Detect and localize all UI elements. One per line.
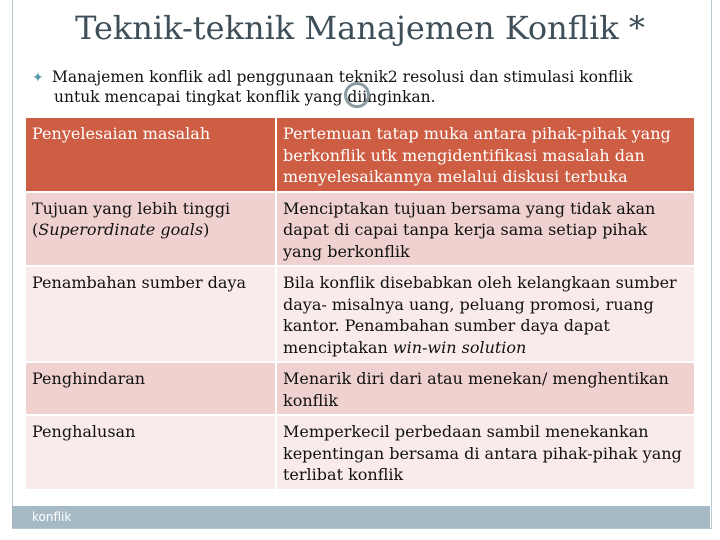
technique-name: Penghalusan	[25, 415, 276, 490]
technique-description	[276, 266, 695, 362]
paren-open: (	[32, 220, 39, 239]
technique-name	[25, 192, 276, 267]
technique-name-italic: Superordinate goals	[38, 220, 204, 239]
technique-name: Penghindaran	[25, 362, 276, 415]
footer-bar	[12, 506, 710, 528]
bullet-icon: ✦	[32, 70, 44, 86]
description-italic: win-win solution	[392, 337, 527, 357]
table-row	[25, 266, 695, 362]
technique-name: Penyelesaian masalah	[25, 117, 276, 192]
table-row	[25, 362, 695, 415]
bullet-text-line2: untuk mencapai tingkat konflik yang diinginkan.	[54, 88, 436, 106]
technique-description: Pertemuan tatap muka antara pihak-pihak yang berkonflik utk mengidentifikasi masalah dan menyelesaikannya melalui diskusi terbuka	[276, 117, 695, 192]
slide-title: Teknik-teknik Manajemen Konflik *	[75, 9, 645, 47]
table-row	[25, 415, 695, 490]
ring-ornament-icon	[344, 82, 370, 108]
footer-label: konflik	[32, 510, 72, 524]
table-row	[25, 117, 695, 192]
bullet-text-line1: Manajemen konflik adl penggunaan teknik2 resolusi dan stimulasi konflik	[52, 68, 633, 86]
conflict-techniques-table	[24, 116, 696, 491]
description-text: Bila konflik disebabkan oleh kelangkaan sumber daya- misalnya uang, peluang promosi, ruang kantor. Penambahan sumber daya dapat menciptakan	[283, 273, 677, 357]
technique-description: Menciptakan tujuan bersama yang tidak akan dapat di capai tanpa kerja sama setiap pihak yang berkonflik	[276, 192, 695, 267]
technique-name: Penambahan sumber daya	[25, 266, 276, 362]
table-row	[25, 192, 695, 267]
technique-description: Memperkecil perbedaan sambil menekankan kepentingan bersama di antara pihak-pihak yang terlibat konflik	[276, 415, 695, 490]
technique-description: Menarik diri dari atau menekan/ menghentikan konflik	[276, 362, 695, 415]
technique-name-main: Tujuan yang lebih tinggi	[32, 198, 231, 218]
paren-close: )	[203, 220, 210, 239]
